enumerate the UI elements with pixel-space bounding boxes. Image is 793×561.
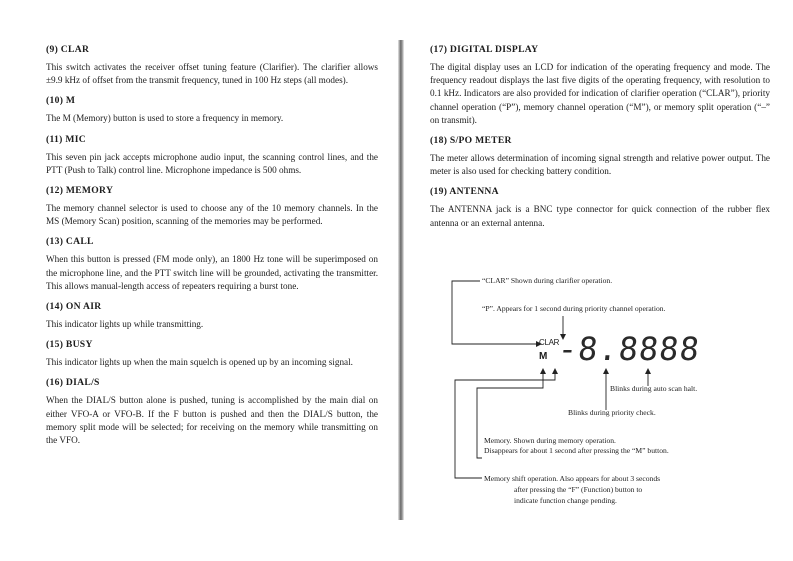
section-call: [46, 236, 378, 293]
section-heading: (9) CLAR: [46, 44, 90, 55]
section-heading: (16) DIAL/S: [46, 377, 100, 389]
section-heading: (10) M: [46, 95, 76, 107]
section-heading: (19) ANTENNA: [430, 186, 499, 198]
priority-arrowhead: [603, 368, 609, 374]
shift-caption-line-3: indicate function change pending.: [514, 496, 617, 505]
section-heading: (14) ON AIR: [46, 301, 102, 313]
shift-caption-line-1: Memory shift operation. Also appears for about 3 seconds: [484, 474, 661, 483]
scan-halt-arrowhead: [645, 368, 651, 374]
section-body: This indicator lights up when the main squelch is opened up by an incoming signal.: [46, 357, 353, 368]
section-digital-display: [430, 44, 770, 127]
section-body: When this button is pressed (FM mode only), an 1800 Hz tone will be superimposed on the microphone line, and the PTT switch line will be grounded, activating the transmitter. This allows manual-length access of repeaters requiring a burst tone.: [46, 254, 378, 291]
section-heading: (12) MEMORY: [46, 185, 114, 197]
lcd-diagram: [410, 268, 793, 528]
section-body: The meter allows determination of incoming signal strength and relative power output. The meter is also used for checking battery condition.: [430, 153, 770, 177]
section-body: The digital display uses an LCD for indication of the operating frequency and mode. The frequency readout displays the last five digits of the operating frequency, with resolution to 0.1 kHz. Indicators are also provided for indication of clarifier operation (“CLAR”), priority channel operation (“P”), memory channel operation (“M”), or memory split operation (“–” on transmit).: [430, 62, 770, 125]
section-body: When the DIAL/S button alone is pushed, tuning is accomplished by the main dial on either VFO-A or VFO-B. If the F button is pushed and then the DIAL/S button, the memory split mode will be selected; for receiving on the memory while transmitting on the VFO.: [46, 395, 378, 446]
right-column: [430, 44, 770, 238]
section-body: The M (Memory) button is used to store a frequency in memory.: [46, 113, 284, 124]
shift-arrowhead: [552, 368, 558, 374]
right-page: [410, 0, 793, 561]
section-heading: (15) BUSY: [46, 339, 93, 351]
shift-caption-line-2: after pressing the “F” (Function) button to: [514, 485, 643, 494]
section-antenna: [430, 186, 770, 229]
section-busy: [46, 339, 378, 369]
priority-check-caption: Blinks during priority check.: [568, 408, 656, 417]
section-memory: [46, 185, 378, 228]
left-column: [46, 44, 378, 455]
memory-caption-line-2: Disappears for about 1 second after pressing the “M” button.: [484, 446, 669, 455]
section-heading: (11) MIC: [46, 133, 86, 145]
section-dial-s: [46, 377, 378, 447]
section-body: The ANTENNA jack is a BNC type connector for quick connection of the rubber flex antenna or an external antenna.: [430, 204, 770, 228]
section-body: This indicator lights up while transmitting.: [46, 319, 204, 330]
section-clar: [46, 44, 378, 87]
lcd-frequency-digits: -8.8888: [556, 330, 702, 368]
section-body: The memory channel selector is used to choose any of the 10 memory channels. In the MS (Memory Scan) position, scanning of the memories may be performed.: [46, 203, 378, 227]
section-body: This switch activates the receiver offset tuning feature (Clarifier). The clarifier allows ±9.9 kHz of offset from the transmit frequency, tuned in 100 Hz steps (all modes).: [46, 62, 378, 86]
lcd-display: [538, 330, 702, 368]
p-caption: “P”. Appears for 1 second during priority channel operation.: [482, 304, 666, 313]
section-m: [46, 95, 378, 125]
lcd-memory-indicator: M: [539, 351, 548, 362]
section-heading: (13) CALL: [46, 236, 94, 248]
memory-caption-line-1: Memory. Shown during memory operation.: [484, 436, 616, 445]
scan-halt-caption: Blinks during auto scan halt.: [610, 384, 698, 393]
clar-caption: “CLAR” Shown during clarifier operation.: [482, 276, 613, 285]
lcd-clar-indicator: CLAR: [539, 338, 560, 347]
section-s-po-meter: [430, 135, 770, 178]
section-body: This seven pin jack accepts microphone audio input, the scanning control lines, and the PTT (Push to Talk) control line. Microphone impedance is 500 ohms.: [46, 151, 378, 175]
memory-shift-leader-line: [455, 370, 555, 478]
section-heading: (18) S/PO METER: [430, 135, 512, 147]
section-on-air: [46, 301, 378, 331]
section-heading: (17) DIGITAL DISPLAY: [430, 44, 539, 55]
section-mic: [46, 134, 378, 177]
memory-arrowhead: [540, 368, 546, 374]
